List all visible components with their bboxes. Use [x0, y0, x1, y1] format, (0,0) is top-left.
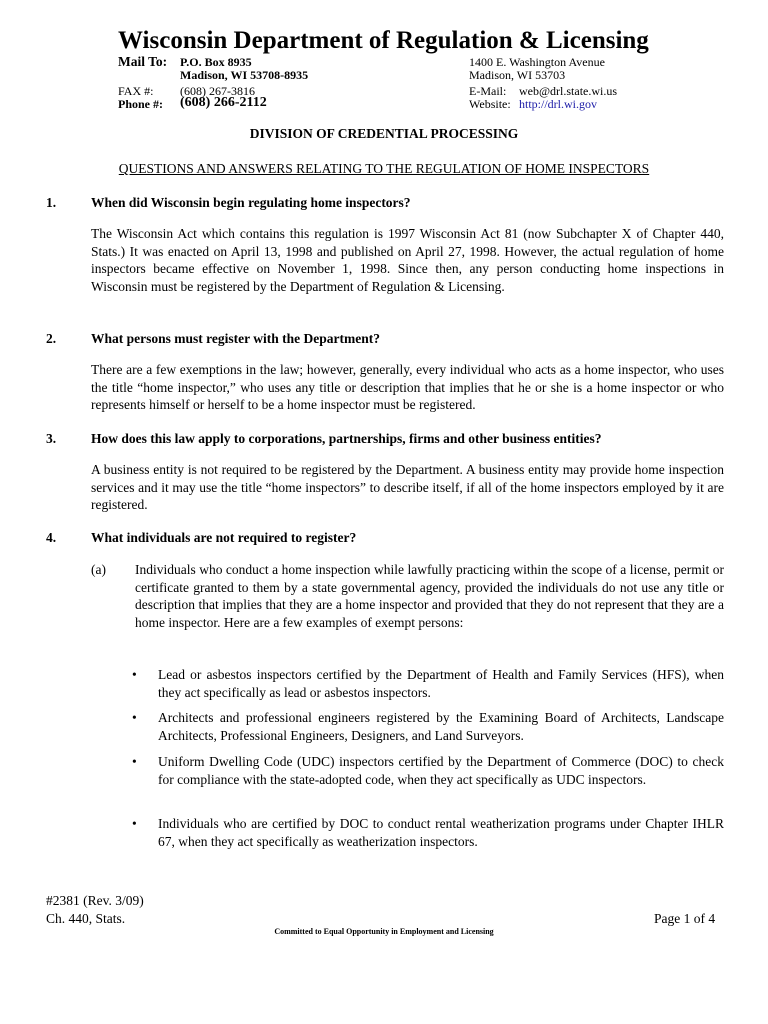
phone-label: Phone #:	[118, 97, 163, 111]
bullet-icon: •	[132, 667, 137, 682]
document-title: QUESTIONS AND ANSWERS RELATING TO THE REGULATION OF HOME INSPECTORS	[118, 161, 650, 176]
mail-to-label: Mail To:	[118, 54, 168, 69]
question-heading: What persons must register with the Department?	[91, 331, 380, 346]
mail-city: Madison, WI 53708-8935	[180, 68, 309, 82]
statute-reference: Ch. 440, Stats.	[46, 911, 126, 926]
page-number: Page 1 of 4	[654, 911, 716, 926]
bullet-item: Lead or asbestos inspectors certified by the Department of Health and Family Services (HFS), when they act specifically as lead or asbestos inspectors.	[158, 667, 724, 700]
sub-item-label: (a)	[91, 562, 106, 577]
bullet-item: Individuals who are certified by DOC to conduct rental weatherization programs under Chapter IHLR 67, when they act specifically as weatherization inspectors.	[158, 816, 724, 849]
fax-label: FAX #:	[118, 84, 154, 98]
email-label: E-Mail:	[469, 84, 507, 98]
sub-item-paragraph: Individuals who conduct a home inspection while lawfully practicing within the scope of a license, permit or certificate granted to them by a state governmental agency, provided the individuals do not use any title or description that implies that they are a home inspector and provided that they do not represent that they are a home inspector. Here are a few examples of exempt persons:	[135, 562, 724, 630]
division-title: DIVISION OF CREDENTIAL PROCESSING	[249, 126, 519, 141]
question-heading: How does this law apply to corporations, partnerships, firms and other business entities?	[91, 431, 602, 446]
question-heading: What individuals are not required to register?	[91, 530, 357, 545]
street-address: 1400 E. Washington Avenue	[469, 55, 605, 69]
equal-opportunity-statement: Committed to Equal Opportunity in Employment and Licensing	[274, 927, 494, 936]
question-heading: When did Wisconsin begin regulating home inspectors?	[91, 195, 411, 210]
question-number: 2.	[46, 331, 57, 346]
answer-paragraph: There are a few exemptions in the law; however, generally, every individual who acts as a home inspector, who uses the title “home inspector,” who uses any title or description that implies that he or she is a home inspector or who represents himself or herself to be a home inspector must be registered.	[91, 362, 724, 412]
bullet-item: Uniform Dwelling Code (UDC) inspectors certified by the Department of Commerce (DOC) to check for compliance with the state-adopted code, when they act specifically as UDC inspectors.	[158, 754, 724, 787]
bullet-item: Architects and professional engineers registered by the Examining Board of Architects, Landscape Architects, Professional Engineers, Designers, and Land Surveyors.	[158, 710, 724, 743]
organization-name: Wisconsin Department of Regulation & Licensing	[118, 27, 649, 54]
answer-paragraph: The Wisconsin Act which contains this regulation is 1997 Wisconsin Act 81 (now Subchapter X of Chapter 440, Stats.) It was enacted on April 13, 1998 and published on April 27, 1998. However, the actual regulation of home inspectors became effective on November 1, 1998. Since then, any person conducting home inspections in Wisconsin must be registered by the Department of Regulation & Licensing.	[91, 226, 724, 294]
phone-number: (608) 266-2112	[180, 95, 267, 110]
street-city: Madison, WI 53703	[469, 68, 566, 82]
po-box: P.O. Box 8935	[180, 55, 252, 69]
form-number: #2381 (Rev. 3/09)	[46, 893, 144, 908]
website-label: Website:	[469, 97, 511, 111]
bullet-icon: •	[132, 710, 137, 725]
answer-paragraph: A business entity is not required to be registered by the Department. A business entity may provide home inspection services and it may use the title “home inspectors” to describe itself, if all of the home inspectors employed by it are registered.	[91, 462, 724, 512]
email-address[interactable]: web@drl.state.wi.us	[519, 84, 618, 98]
bullet-icon: •	[132, 754, 137, 769]
bullet-icon: •	[132, 816, 137, 831]
question-number: 1.	[46, 195, 57, 210]
website-link[interactable]: http://drl.wi.gov	[519, 97, 597, 111]
question-number: 4.	[46, 530, 57, 545]
question-number: 3.	[46, 431, 57, 446]
fax-number: (608) 267-3816	[180, 84, 255, 98]
